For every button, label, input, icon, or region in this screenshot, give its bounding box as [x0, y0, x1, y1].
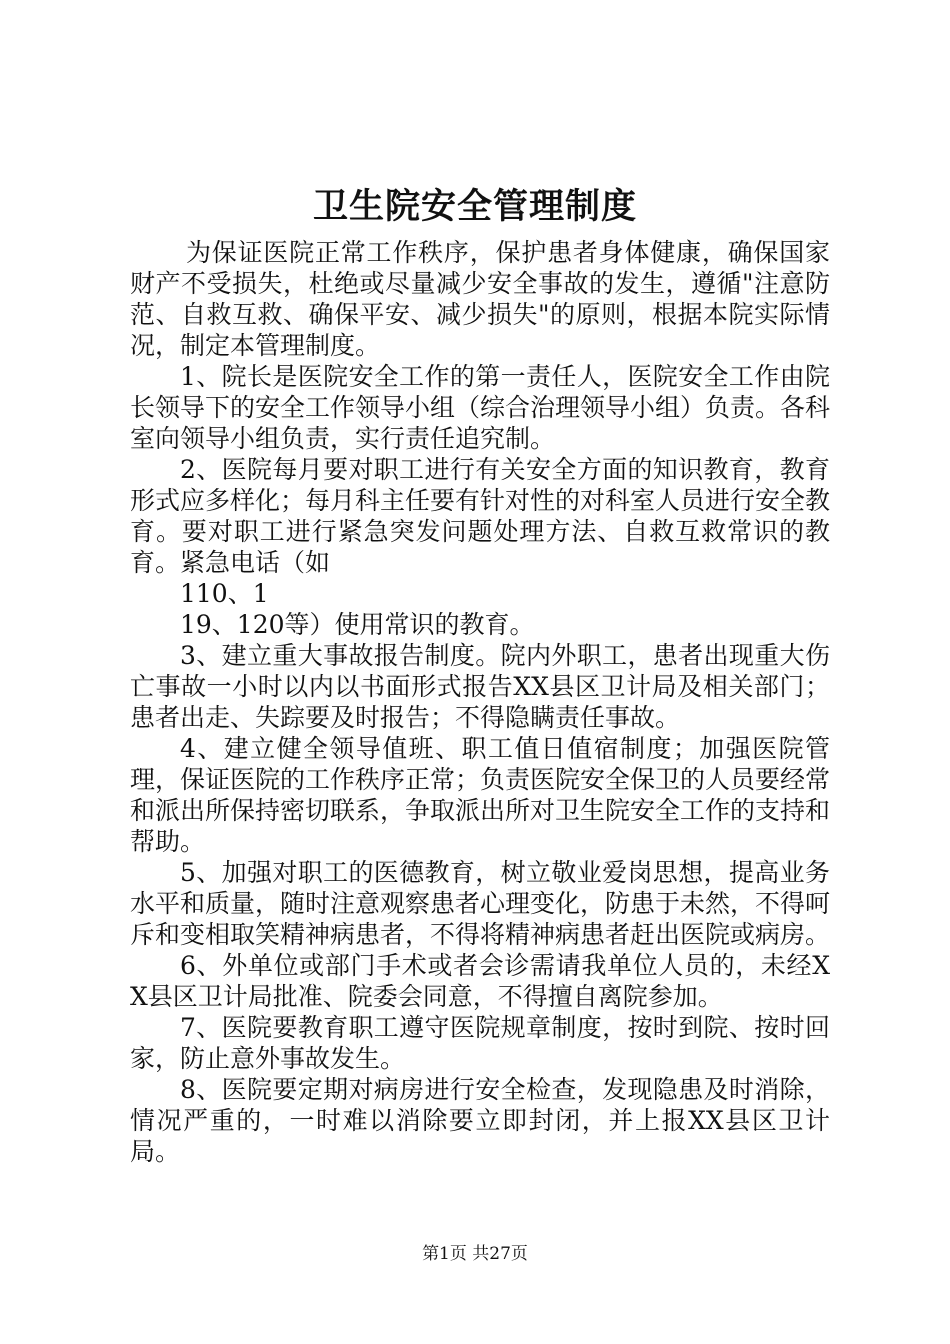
paragraph-item-7: 7、医院要教育职工遵守医院规章制度，按时到院、按时回家，防止意外事故发生。	[130, 1013, 830, 1073]
paragraph-fragment: 19、120等）使用常识的教育。	[180, 610, 535, 639]
paragraph-item-6: 6、外单位或部门手术或者会诊需请我单位人员的，未经XX县区卫计局批准、院委会同意，不得擅自离院参加。	[130, 951, 830, 1011]
document-title: 卫生院安全管理制度	[312, 186, 637, 227]
paragraph-item-2: 2、医院每月要对职工进行有关安全方面的知识教育，教育形式应多样化；每月科主任要有针对性的对科室人员进行安全教育。要对职工进行紧急突发问题处理方法、自救互救常识的教育。紧急电话（如	[130, 455, 831, 577]
page-indicator: 第1页 共27页	[422, 1244, 528, 1264]
paragraph-fragment: 110、1	[180, 579, 269, 608]
paragraph-item-4: 4、建立健全领导值班、职工值日值宿制度；加强医院管理，保证医院的工作秩序正常；负责医院安全保卫的人员要经常和派出所保持密切联系，争取派出所对卫生院安全工作的支持和帮助。	[130, 734, 831, 856]
paragraph-item-1: 1、院长是医院安全工作的第一责任人，医院安全工作由院长领导下的安全工作领导小组（综合治理领导小组）负责。各科室向领导小组负责，实行责任追究制。	[130, 362, 831, 453]
paragraph-item-3: 3、建立重大事故报告制度。院内外职工，患者出现重大伤亡事故一小时以内以书面形式报告XX县区卫计局及相关部门；患者出走、失踪要及时报告；不得隐瞒责任事故。	[130, 641, 830, 732]
paragraph-item-5: 5、加强对职工的医德教育，树立敬业爱岗思想，提高业务水平和质量，随时注意观察患者心理变化，防患于未然，不得呵斥和变相取笑精神病患者，不得将精神病患者赶出医院或病房。	[130, 858, 831, 949]
intro-paragraph: 为保证医院正常工作秩序，保护患者身体健康，确保国家财产不受损失，杜绝或尽量减少安全事故的发生，遵循"注意防范、自救互救、确保平安、减少损失"的原则，根据本院实际情况，制定本管理制度。	[130, 238, 830, 360]
paragraph-item-8: 8、医院要定期对病房进行安全检查，发现隐患及时消除，情况严重的，一时难以消除要立即封闭，并上报XX县区卫计局。	[130, 1075, 830, 1166]
document-body	[130, 237, 830, 1167]
